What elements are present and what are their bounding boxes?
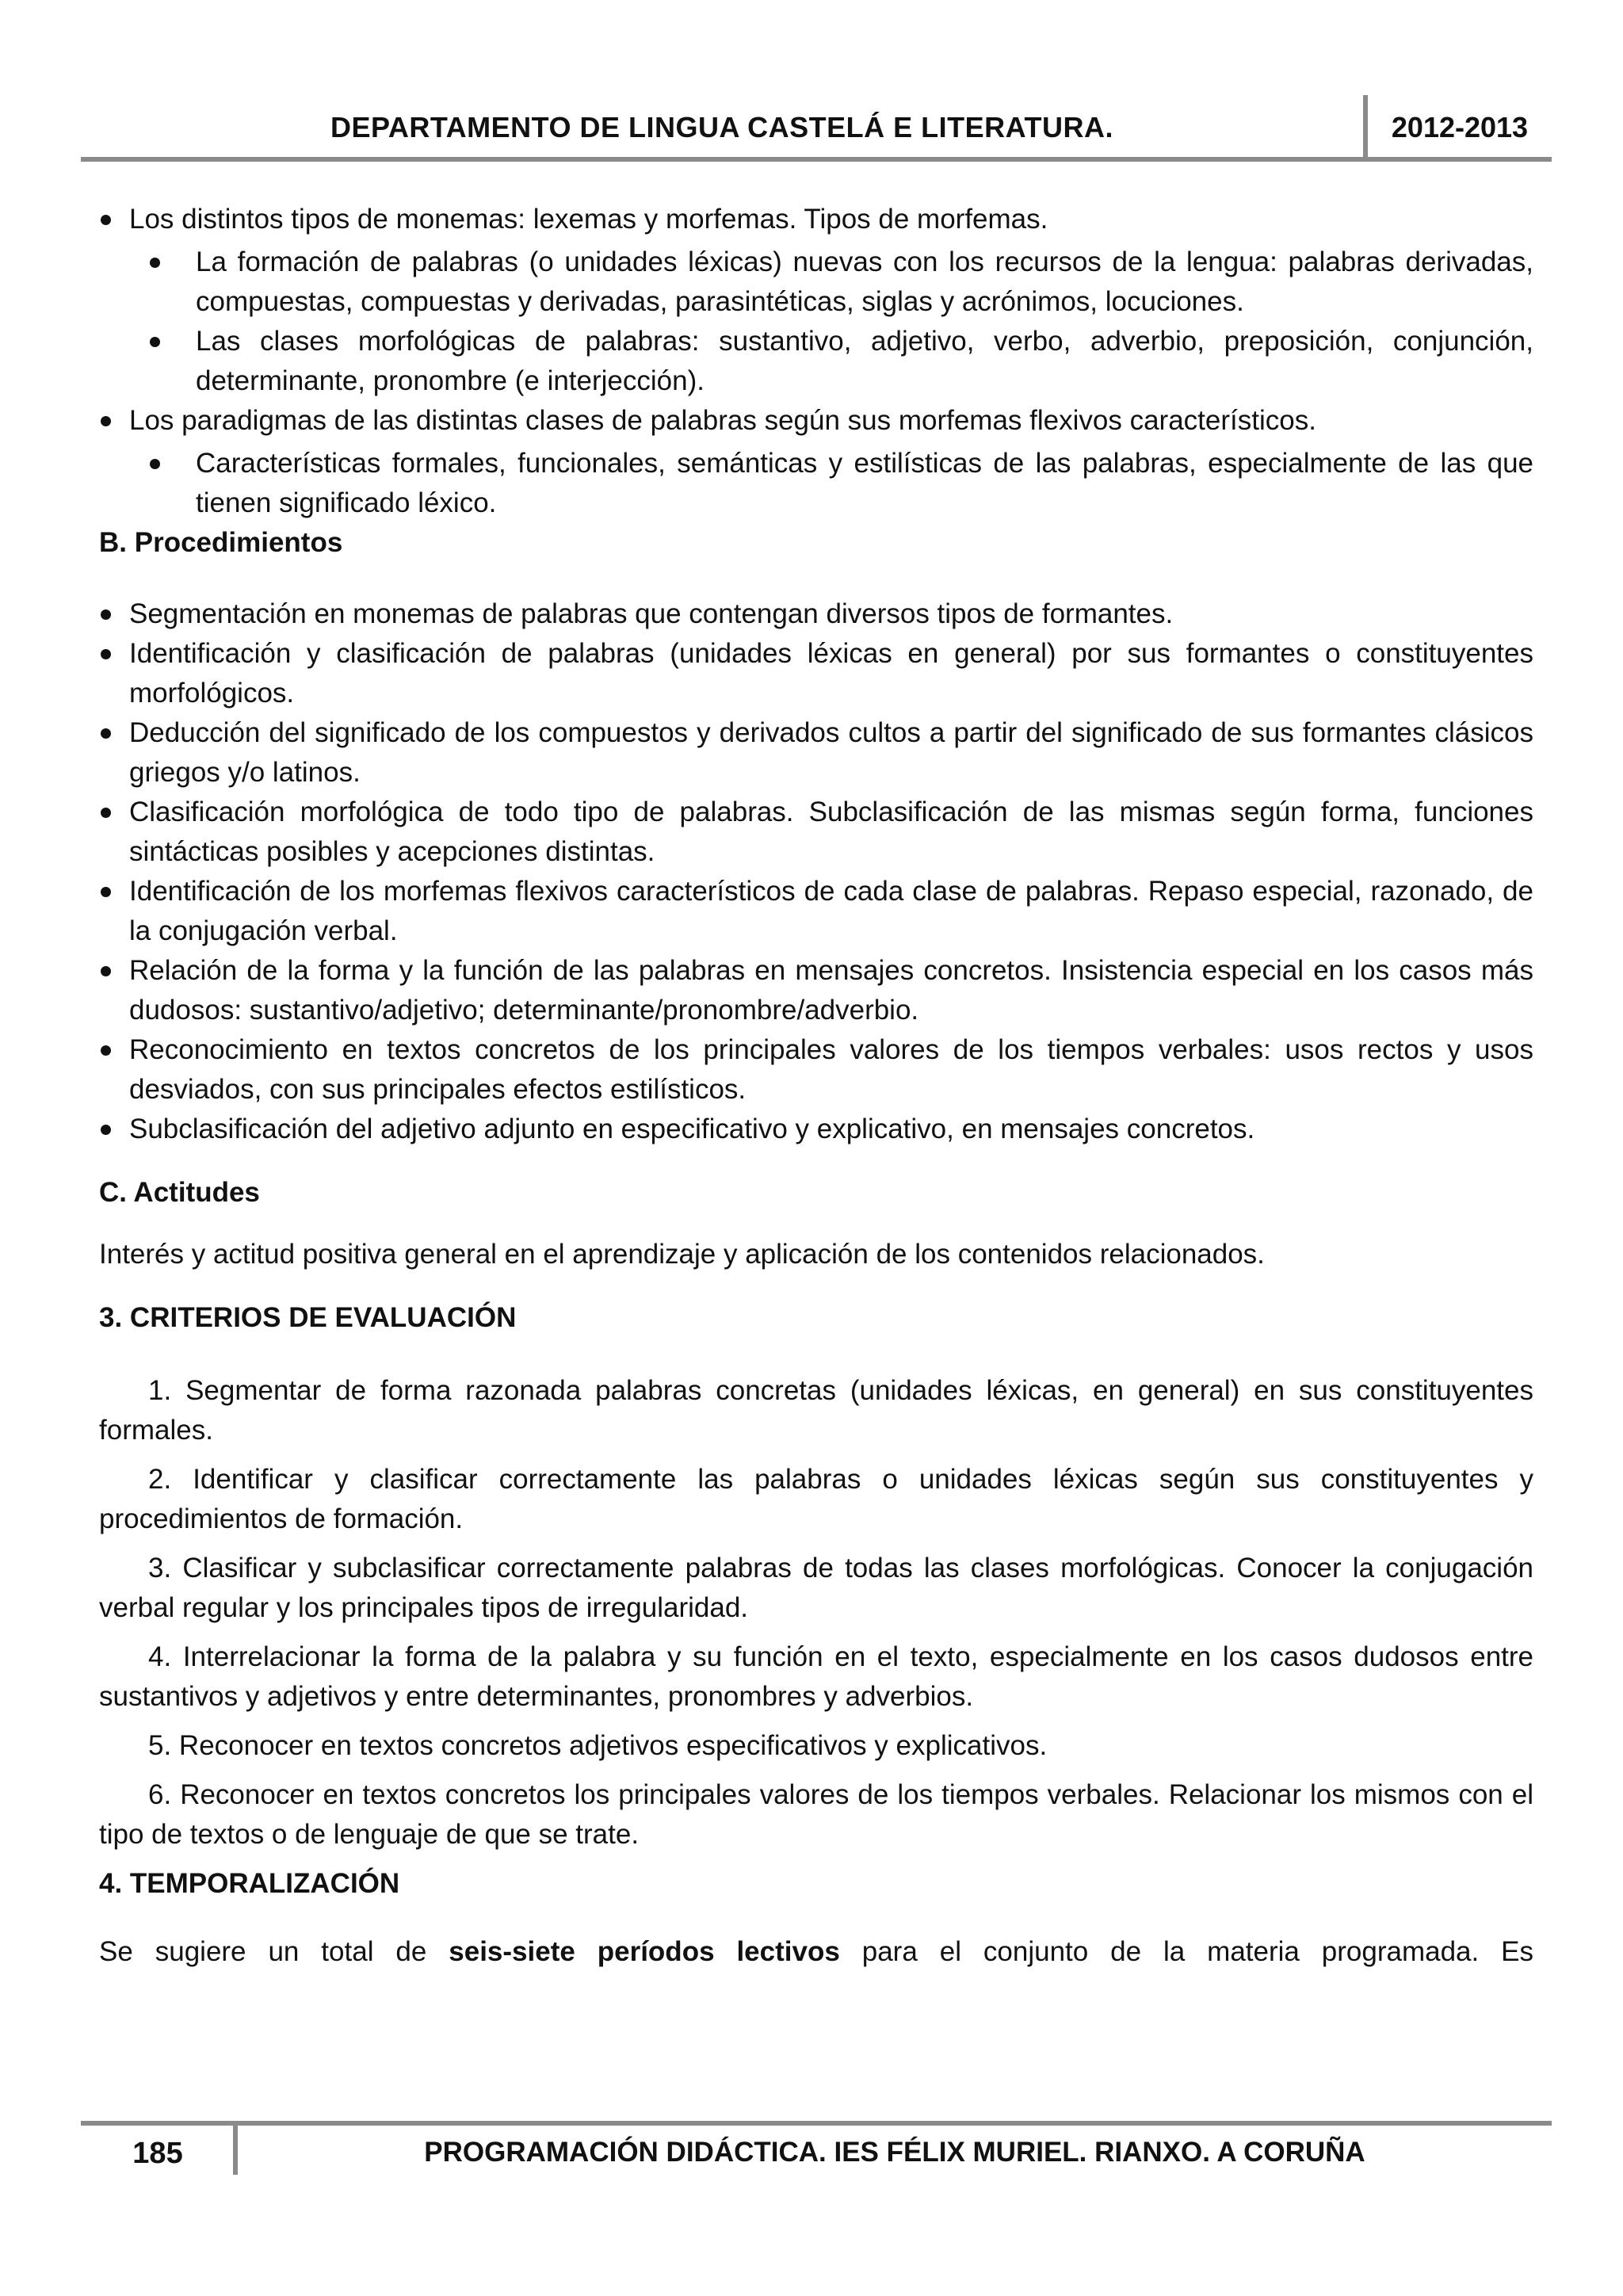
bullet-icon: [101, 1045, 111, 1056]
section-heading-criterios: 3. CRITERIOS DE EVALUACIÓN: [99, 1302, 517, 1333]
list-item: Subclasificación del adjetivo adjunto en especificativo y explicativo, en mensajes concretos.: [99, 1110, 1533, 1149]
bullet-icon: [101, 728, 111, 739]
bullet-icon: [101, 1125, 111, 1135]
list-item: Las clases morfológicas de palabras: sustantivo, adjetivo, verbo, adverbio, preposición, conjunción, determinante, pronombre (e interjección).: [99, 322, 1533, 401]
page-body: [99, 200, 1533, 1972]
bullet-icon: [101, 649, 111, 659]
section-heading-actitudes: C. Actitudes: [99, 1177, 260, 1208]
bullet-icon: [101, 609, 111, 620]
page-number: 185: [132, 2137, 183, 2170]
bullet-icon: [150, 258, 160, 268]
bullet-icon: [101, 416, 111, 426]
list-item: Identificación de los morfemas flexivos característicos de cada clase de palabras. Repaso especial, razonado, de la conjugación verbal.: [99, 872, 1533, 951]
criterion-item: 1. Segmentar de forma razonada palabras concretas (unidades léxicas, en general) en sus constituyentes formales.: [99, 1375, 1533, 1446]
page-footer: [81, 2126, 1552, 2175]
temporalizacion-text: Se sugiere un total de seis-siete períodos lectivos para el conjunto de la materia programada. Es: [99, 1936, 1534, 1967]
list-item: Relación de la forma y la función de las palabras en mensajes concretos. Insistencia especial en los casos más dudosos: sustantivo/adjetivo; determinante/pronombre/adverbio.: [99, 951, 1533, 1030]
actitudes-text: Interés y actitud positiva general en el aprendizaje y aplicación de los contenidos relacionados.: [99, 1239, 1265, 1270]
bullet-icon: [101, 215, 111, 225]
list-item: Los distintos tipos de monemas: lexemas y morfemas. Tipos de morfemas.: [99, 200, 1533, 239]
list-item: Identificación y clasificación de palabras (unidades léxicas en general) por sus formantes o constituyentes morfológicos.: [99, 634, 1533, 713]
section-heading-procedimientos: B. Procedimientos: [99, 527, 343, 558]
list-item: Deducción del significado de los compuestos y derivados cultos a partir del significado de sus formantes clásicos griegos y/o latinos.: [99, 713, 1533, 793]
criterion-item: 5. Reconocer en textos concretos adjetivos especificativos y explicativos.: [148, 1730, 1048, 1761]
list-item: La formación de palabras (o unidades léxicas) nuevas con los recursos de la lengua: palabras derivadas, compuestas, compuestas y derivadas, parasintéticas, siglas y acrónimos, locuciones.: [99, 243, 1533, 322]
criterion-item: 4. Interrelacionar la forma de la palabra y su función en el texto, especialmente en los casos dudosos entre sustantivos y adjetivos y entre determinantes, pronombres y adverbios.: [99, 1641, 1533, 1712]
section-heading-temporalizacion: 4. TEMPORALIZACIÓN: [99, 1868, 400, 1899]
header-rule: [81, 157, 1552, 162]
list-item: Los paradigmas de las distintas clases de palabras según sus morfemas flexivos característicos.: [99, 401, 1533, 441]
bullet-icon: [101, 887, 111, 897]
page-header: [81, 95, 1552, 162]
bullet-icon: [150, 459, 160, 469]
criterion-item: 6. Reconocer en textos concretos los principales valores de los tiempos verbales. Relacionar los mismos con el tipo de textos o de lenguaje de que se trate.: [99, 1779, 1533, 1850]
bullet-icon: [150, 337, 160, 347]
list-item: Reconocimiento en textos concretos de los principales valores de los tiempos verbales: usos rectos y usos desviados, con sus principales efectos estilísticos.: [99, 1030, 1533, 1110]
list-item: Segmentación en monemas de palabras que contengan diversos tipos de formantes.: [99, 594, 1533, 634]
list-item: Clasificación morfológica de todo tipo de palabras. Subclasificación de las mismas según forma, funciones sintácticas posibles y acepciones distintas.: [99, 793, 1533, 872]
department-title: DEPARTAMENTO DE LINGUA CASTELÁ E LITERATURA.: [330, 111, 1113, 143]
criterion-item: 2. Identificar y clasificar correctamente las palabras o unidades léxicas según sus constituyentes y procedimientos de formación.: [99, 1464, 1533, 1534]
school-year: 2012-2013: [1391, 111, 1529, 143]
bullet-icon: [101, 966, 111, 976]
criterion-item: 3. Clasificar y subclasificar correctamente palabras de todas las clases morfológicas. Conocer la conjugación verbal regular y los principales tipos de irregularidad.: [99, 1553, 1533, 1623]
bullet-icon: [101, 808, 111, 818]
footer-title: PROGRAMACIÓN DIDÁCTICA. IES FÉLIX MURIEL. RIANXO. A CORUÑA: [424, 2137, 1365, 2168]
list-item: Características formales, funcionales, semánticas y estilísticas de las palabras, especialmente de las que tienen significado léxico.: [99, 444, 1533, 523]
